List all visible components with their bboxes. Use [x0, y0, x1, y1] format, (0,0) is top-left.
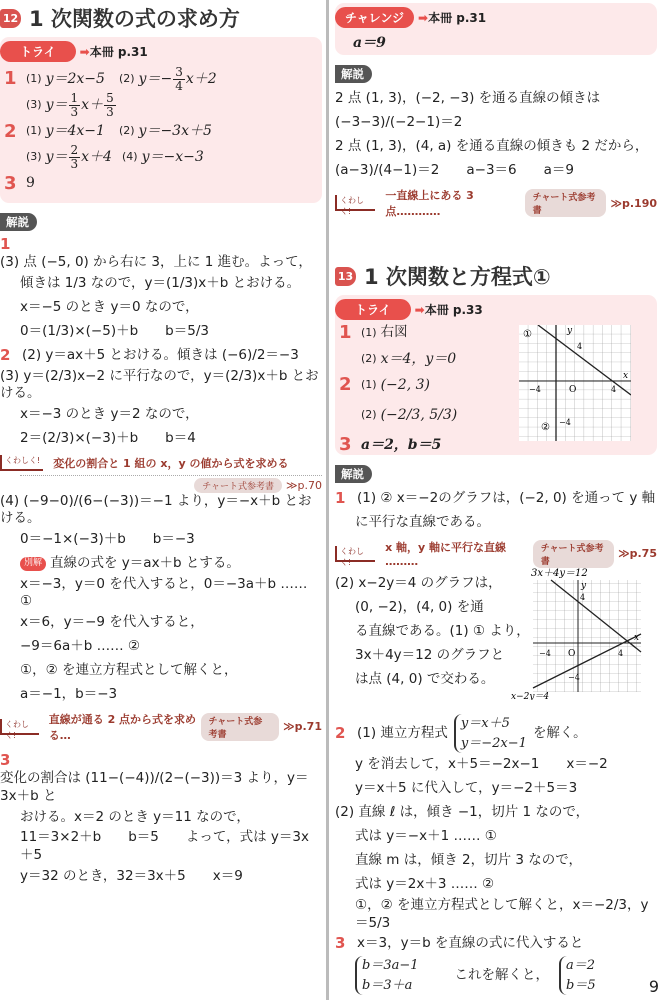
question-number: 3: [339, 434, 352, 456]
axis-y-label: y: [581, 581, 587, 591]
page-number: 9: [648, 977, 659, 996]
kaisetsu-label: 解説: [335, 65, 372, 83]
exp-line: 2＝(2/3)×(−3)＋b b＝4: [20, 429, 196, 446]
question-number: 3: [0, 750, 11, 769]
question-number: 2: [335, 723, 346, 742]
denominator: 3: [70, 104, 79, 119]
exp-line: y＝x＋5 に代入して，y＝−2＋5＝3: [355, 780, 578, 797]
arrow-icon: ➡: [79, 45, 90, 59]
answer-row: [4, 144, 314, 170]
answer: x＋: [81, 97, 104, 114]
line-label-top: 3x＋4y＝12: [531, 568, 588, 579]
answer: y＝2x−5: [45, 71, 105, 87]
denominator: 4: [175, 78, 183, 93]
axis-x-label: x: [634, 633, 640, 643]
exp-line: x＝−3 のとき y＝2 なので，: [20, 405, 199, 422]
tick-label: 4: [577, 342, 583, 351]
equation: b＝3＋a: [362, 977, 413, 993]
tick-label: 4: [611, 385, 617, 394]
graph-1: [519, 325, 631, 441]
chart-pill: チャート式参考書: [525, 189, 607, 217]
answer: a＝2，b＝5: [361, 436, 442, 453]
challenge-pill: チャレンジ: [335, 7, 414, 28]
ref-link[interactable]: [415, 303, 483, 317]
text: を解く。: [532, 724, 587, 741]
try-box-12: [0, 37, 322, 203]
exp-line: 11＝3×2＋b b＝5 よって，式は y＝3x＋5: [20, 829, 309, 864]
answer: y＝−x−3: [141, 149, 204, 166]
graph-2: [511, 566, 647, 700]
exp-line: (2) 直線 ℓ は，傾き −1，切片 1 なので，: [335, 804, 590, 821]
text: これを解くと，: [454, 966, 550, 983]
exp-line: a＝−1，b＝−3: [20, 686, 118, 703]
exp-line: (2) x−2y＝4 のグラフは，: [335, 575, 502, 592]
answer: x＝4，y＝0: [380, 350, 457, 367]
kaisetsu-label: 解説: [0, 213, 37, 231]
exp-line: おける。x＝2 のとき y＝11 なので，: [20, 808, 250, 825]
answer: (−2/3, 5/3): [380, 406, 458, 423]
section-number-badge: 13: [335, 267, 356, 286]
challenge-answer: a＝9: [353, 35, 386, 51]
chart-ref[interactable]: [20, 475, 322, 493]
kuwashiku-text: x 軸，y 軸に平行な直線 ………: [385, 541, 507, 568]
equation: y＝x＋5: [460, 716, 510, 731]
fraction: [69, 92, 81, 118]
answer-row: [4, 171, 314, 197]
section-12-title: [0, 3, 322, 33]
page-ref: ≫p.190: [610, 196, 657, 210]
origin-label: O: [569, 385, 577, 395]
tick-label: 4: [618, 649, 624, 658]
exp-line: [0, 552, 322, 576]
tick-label: −4: [559, 418, 571, 427]
right-column: [335, 0, 657, 995]
chart-pill: チャート式参考書: [201, 713, 280, 741]
tick-label: −4: [529, 385, 541, 394]
numerator: 5: [106, 91, 114, 106]
exp-line: 式は y＝−x＋1 …… ①: [355, 828, 497, 845]
answer: x＋4: [81, 149, 112, 166]
betsukai-badge: 別解: [20, 557, 46, 571]
column-divider: [326, 0, 329, 1000]
chart-pill: チャート式参考書: [533, 540, 614, 568]
page-ref: ≫p.70: [286, 478, 322, 492]
question-number: 2: [0, 345, 11, 364]
sub-label: (1): [26, 124, 42, 138]
question-number: 1: [4, 68, 17, 90]
answer-row: [4, 66, 314, 92]
exp-line: x＝6，y＝−9 を代入すると，: [20, 614, 204, 631]
denominator: 3: [106, 104, 114, 119]
answer: y＝−: [138, 71, 173, 87]
fraction: [173, 66, 185, 92]
question-number: 2: [339, 374, 352, 396]
exp-line: る直線である。(1) ① より，: [355, 623, 530, 640]
exp-line: (a−3)/(4−1)＝2 a−3＝6 a＝9: [335, 162, 574, 179]
tick-label: −4: [539, 649, 551, 658]
exp-line: (0, −2)，(4, 0) を通: [355, 599, 484, 616]
origin-label: O: [568, 649, 576, 659]
answer-row: [4, 92, 314, 118]
answer: y＝: [45, 149, 68, 166]
answer: y＝: [45, 97, 68, 114]
axis-x-label: x: [623, 371, 629, 381]
page-ref: ≫p.75: [618, 547, 657, 560]
left-column: [0, 0, 322, 889]
axis-y-label: y: [567, 326, 573, 336]
tick-label: −4: [568, 673, 580, 682]
arrow-icon: ➡: [414, 303, 425, 317]
kuwashiku-ref[interactable]: [335, 539, 657, 568]
sub-label: (2): [118, 71, 135, 85]
exp-line: y＝32 のとき，32＝3x＋5 x＝9: [20, 867, 243, 884]
exp-line: 0＝(1/3)×(−5)＋b b＝5/3: [20, 322, 209, 339]
exp-line: は点 (4, 0) で交わる。: [355, 671, 495, 688]
exp-line: x＝−5 のとき y＝0 なので，: [20, 298, 199, 315]
exp-line: [335, 714, 657, 753]
equation: a＝2: [566, 958, 596, 974]
answer: x＋2: [185, 71, 217, 87]
exp-line: 3x＋4y＝12 のグラフと: [355, 647, 505, 664]
sub-label: (2): [361, 407, 377, 421]
system-brace: [559, 956, 596, 995]
try-pill: トライ: [335, 299, 411, 320]
text: (1) ② x＝−2のグラフは，(−2, 0) を通って y 軸: [357, 490, 656, 507]
exp-line: 2 点 (1, 3)，(4, a) を通る直線の傾きも 2 だから，: [335, 138, 649, 155]
try-box-13: [335, 295, 657, 455]
denominator: 3: [70, 156, 79, 171]
ref-link[interactable]: [418, 11, 486, 25]
exp-line: 傾きは 1/3 なので，y＝(1/3)x＋b とおける。: [20, 274, 301, 291]
kuwashiku-text: 変化の割合と 1 組の x，y の値から式を求める: [53, 456, 289, 470]
exp-line: −9＝6a＋b …… ②: [20, 638, 141, 655]
system-brace: [355, 956, 419, 995]
text: (2) y＝ax＋5 とおける。傾きは (−6)/2＝−3: [22, 346, 299, 363]
numerator: 2: [70, 143, 79, 158]
text: (1) 連立方程式: [357, 724, 448, 741]
kuwashiku-ref[interactable]: [0, 711, 322, 743]
exp-line: [0, 344, 322, 368]
text: 直線の式を y＝ax＋b とする。: [50, 555, 240, 572]
exp-line: ①，② を連立方程式として解くと，x＝−2/3，y＝5/3: [355, 897, 649, 931]
answer: 右図: [380, 324, 408, 341]
kuwashiku-ref[interactable]: [0, 455, 322, 471]
kaisetsu-label: 解説: [335, 465, 372, 483]
answer: y＝−3x＋5: [138, 123, 212, 140]
exp-line: 0＝−1×(−3)＋b b＝−3: [20, 531, 195, 548]
equation: b＝3a−1: [362, 958, 419, 974]
exp-line: x＝−3，y＝0 を代入すると，0＝−3a＋b …… ①: [20, 575, 308, 610]
exp-line: に平行な直線である。: [355, 514, 490, 531]
challenge-box: [335, 3, 657, 55]
equation: b＝5: [566, 977, 596, 993]
section-13-title: [335, 261, 657, 291]
sub-label: (2): [118, 124, 135, 138]
numerator: 1: [70, 91, 79, 106]
exp-line: [0, 751, 322, 806]
answer: y＝4x−1: [45, 123, 105, 140]
section-number-badge: 12: [0, 9, 21, 28]
section-title-text: 1 次関数と方程式①: [364, 265, 551, 289]
exp-line: y を消去して，x＋5＝−2x−1 x＝−2: [355, 756, 608, 773]
question-number: 1: [0, 234, 11, 253]
system-brace: [454, 714, 527, 753]
line-label-bottom: x−2y＝4: [511, 692, 550, 700]
exp-with-graph: [335, 568, 657, 700]
label-circle-2: ②: [541, 422, 550, 433]
kuwashiku-tag: くわしく!: [0, 455, 43, 471]
try-pill: トライ: [0, 41, 76, 62]
exp-line: 式は y＝2x＋3 …… ②: [355, 876, 495, 893]
exp-line: [335, 956, 657, 995]
exp-line: [335, 487, 657, 511]
ref-link[interactable]: [80, 45, 148, 59]
question-number: 1: [335, 489, 346, 508]
kuwashiku-tag: くわしく!: [0, 719, 39, 735]
numerator: 3: [175, 65, 183, 79]
ref-text: 本冊 p.33: [424, 303, 483, 317]
sub-label: (3): [26, 98, 42, 112]
sub-label: (4): [121, 150, 138, 164]
text: 変化の割合は (11−(−4))/(2−(−3))＝3 より，y＝3x＋b と: [0, 770, 309, 804]
kuwashiku-text: 直線が通る 2 点から式を求める…: [48, 712, 197, 742]
ref-text: 本冊 p.31: [428, 11, 487, 25]
exp-line: ①，② を連立方程式として解くと，: [20, 662, 238, 679]
exp-line: [0, 235, 322, 272]
question-number: 3: [4, 172, 17, 194]
exp-line: (4) (−9−0)/(6−(−3))＝−1 より，y＝−x＋b とおける。: [0, 492, 312, 527]
kuwashiku-tag: くわしく!: [335, 546, 375, 562]
exp-line: (3) y＝(2/3)x−2 に平行なので，y＝(2/3)x＋b とおける。: [0, 367, 319, 402]
exp-line: 直線 m は，傾き 2，切片 3 なので，: [355, 852, 583, 869]
chart-pill: チャート式参考書: [194, 478, 282, 493]
question-number: 1: [339, 322, 352, 344]
exp-line: [335, 932, 657, 956]
fraction: [69, 144, 81, 170]
ref-text: 本冊 p.31: [89, 45, 148, 59]
answer-row: [4, 118, 314, 144]
text: (3) 点 (−5, 0) から右に 3，上に 1 進む。よって，: [0, 254, 312, 271]
answer: 9: [26, 175, 35, 192]
text: x＝3，y＝b を直線の式に代入すると: [357, 935, 584, 952]
fraction: [104, 92, 116, 118]
arrow-icon: ➡: [418, 11, 429, 25]
sub-label: (2): [361, 351, 377, 365]
sub-label: (1): [361, 325, 377, 339]
equation: y＝−2x−1: [460, 735, 527, 751]
label-circle-1: ①: [523, 329, 532, 340]
answer: (−2, 3): [380, 376, 430, 393]
sub-label: (1): [26, 71, 42, 85]
section-title-text: 1 次関数の式の求め方: [29, 7, 240, 31]
kuwashiku-tag: くわしく!: [335, 195, 375, 211]
exp-line: (−3−3)/(−2−1)＝2: [335, 114, 463, 131]
question-number: 3: [335, 934, 346, 953]
sub-label: (1): [361, 377, 377, 391]
kuwashiku-ref[interactable]: [335, 187, 657, 219]
question-number: 2: [4, 120, 17, 142]
sub-label: (3): [26, 150, 42, 164]
kuwashiku-text: 一直線上にある 3 点…………: [385, 189, 474, 218]
page-ref: ≫p.71: [283, 720, 322, 734]
exp-line: 2 点 (1, 3)，(−2, −3) を通る直線の傾きは: [335, 90, 601, 107]
tick-label: 4: [580, 593, 586, 602]
